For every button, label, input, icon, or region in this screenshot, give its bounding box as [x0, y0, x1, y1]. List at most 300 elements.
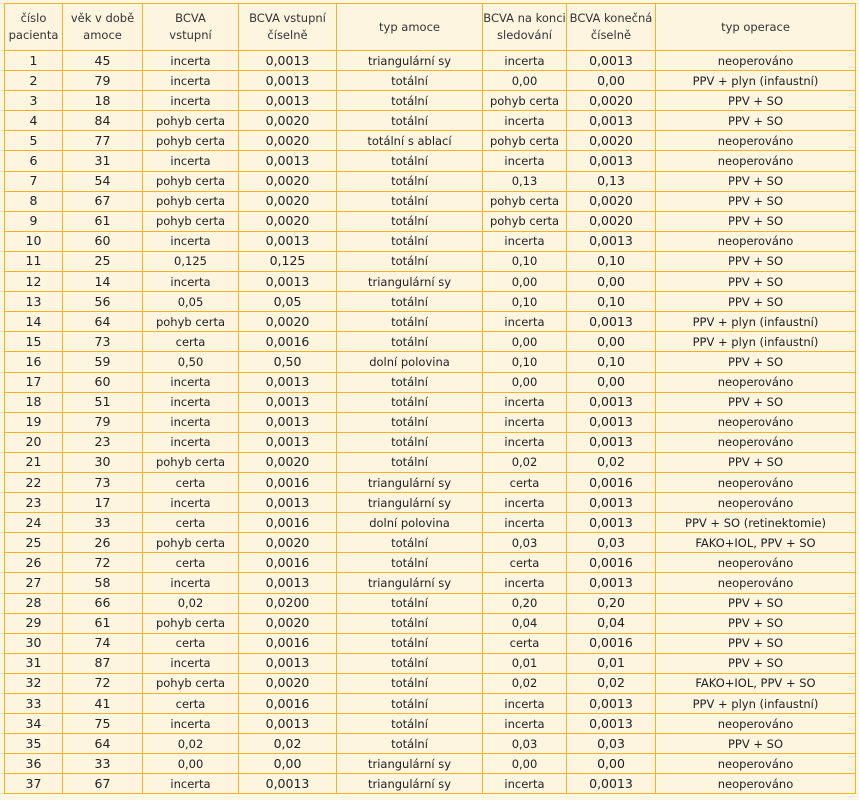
cell-patient-number: 21	[5, 452, 63, 472]
cell-bcva-final: pohyb certa	[483, 211, 567, 231]
table-row	[5, 332, 856, 352]
cell-age: 72	[63, 673, 143, 693]
cell-bcva-initial: pohyb certa	[143, 111, 239, 131]
cell-bcva-final-numeric: 0,0013	[567, 714, 656, 734]
cell-detachment-type: totální	[337, 633, 483, 653]
cell-bcva-initial-numeric: 0,02	[239, 734, 337, 754]
table-row	[5, 633, 856, 653]
cell-bcva-final: 0,02	[483, 452, 567, 472]
cell-detachment-type: totální	[337, 553, 483, 573]
cell-bcva-final-numeric: 0,03	[567, 533, 656, 553]
cell-detachment-type: totální	[337, 211, 483, 231]
cell-surgery-type: PPV + plyn (infaustní)	[656, 312, 856, 332]
cell-patient-number: 25	[5, 533, 63, 553]
cell-detachment-type: totální	[337, 432, 483, 452]
table-row	[5, 553, 856, 573]
cell-bcva-final-numeric: 0,20	[567, 593, 656, 613]
cell-age: 30	[63, 452, 143, 472]
header-bcva-final-line: BCVA na konci	[483, 11, 566, 25]
cell-age: 64	[63, 734, 143, 754]
cell-bcva-initial-numeric: 0,0013	[239, 774, 337, 794]
cell-age: 74	[63, 633, 143, 653]
cell-bcva-final-numeric: 0,0013	[567, 493, 656, 513]
cell-bcva-final: incerta	[483, 412, 567, 432]
cell-age: 79	[63, 412, 143, 432]
cell-bcva-final-numeric: 0,0013	[567, 573, 656, 593]
table-row	[5, 653, 856, 673]
cell-bcva-initial-numeric: 0,0013	[239, 51, 337, 71]
cell-bcva-initial: incerta	[143, 432, 239, 452]
cell-patient-number: 37	[5, 774, 63, 794]
table-row	[5, 593, 856, 613]
cell-detachment-type: triangulární sy	[337, 774, 483, 794]
cell-bcva-final: 0,20	[483, 593, 567, 613]
cell-age: 14	[63, 272, 143, 292]
cell-bcva-final: pohyb certa	[483, 131, 567, 151]
header-age-line: amoce	[83, 28, 122, 42]
cell-bcva-initial: incerta	[143, 653, 239, 673]
table-row	[5, 452, 856, 472]
cell-surgery-type: neoperováno	[656, 573, 856, 593]
cell-patient-number: 27	[5, 573, 63, 593]
cell-patient-number: 24	[5, 513, 63, 533]
cell-patient-number: 8	[5, 191, 63, 211]
header-bcva-initial-numeric-line: číselně	[267, 28, 308, 42]
cell-detachment-type: totální	[337, 593, 483, 613]
cell-patient-number: 32	[5, 673, 63, 693]
cell-bcva-initial-numeric: 0,0013	[239, 91, 337, 111]
cell-bcva-initial: certa	[143, 513, 239, 533]
cell-bcva-initial: 0,00	[143, 754, 239, 774]
cell-bcva-initial: 0,02	[143, 593, 239, 613]
cell-patient-number: 34	[5, 714, 63, 734]
cell-bcva-initial-numeric: 0,0020	[239, 211, 337, 231]
cell-bcva-final: pohyb certa	[483, 91, 567, 111]
cell-detachment-type: totální	[337, 734, 483, 754]
table-row	[5, 171, 856, 191]
cell-bcva-final-numeric: 0,0013	[567, 111, 656, 131]
cell-detachment-type: triangulární sy	[337, 573, 483, 593]
cell-age: 56	[63, 292, 143, 312]
header-bcva-initial-numeric	[239, 4, 337, 51]
cell-age: 67	[63, 191, 143, 211]
cell-bcva-initial: incerta	[143, 412, 239, 432]
cell-bcva-initial-numeric: 0,0013	[239, 71, 337, 91]
cell-bcva-final-numeric: 0,0013	[567, 412, 656, 432]
cell-bcva-final: certa	[483, 633, 567, 653]
table-row	[5, 774, 856, 794]
cell-surgery-type: neoperováno	[656, 754, 856, 774]
cell-surgery-type: PPV + plyn (infaustní)	[656, 694, 856, 714]
cell-bcva-initial: pohyb certa	[143, 211, 239, 231]
cell-bcva-initial: incerta	[143, 714, 239, 734]
cell-detachment-type: totální	[337, 412, 483, 432]
table-row	[5, 51, 856, 71]
cell-detachment-type: triangulární sy	[337, 754, 483, 774]
cell-bcva-final: 0,00	[483, 754, 567, 774]
cell-bcva-initial-numeric: 0,0016	[239, 694, 337, 714]
cell-surgery-type: neoperováno	[656, 432, 856, 452]
cell-bcva-final-numeric: 0,10	[567, 251, 656, 271]
cell-bcva-final: 0,03	[483, 533, 567, 553]
cell-bcva-initial: pohyb certa	[143, 673, 239, 693]
cell-bcva-final-numeric: 0,13	[567, 171, 656, 191]
header-surgery-type	[656, 4, 856, 51]
cell-bcva-final: 0,00	[483, 272, 567, 292]
cell-patient-number: 9	[5, 211, 63, 231]
cell-age: 84	[63, 111, 143, 131]
cell-detachment-type: totální	[337, 653, 483, 673]
cell-patient-number: 13	[5, 292, 63, 312]
cell-patient-number: 15	[5, 332, 63, 352]
cell-bcva-final: 0,10	[483, 292, 567, 312]
cell-age: 60	[63, 372, 143, 392]
cell-surgery-type: PPV + SO	[656, 593, 856, 613]
cell-bcva-initial-numeric: 0,00	[239, 754, 337, 774]
cell-bcva-final-numeric: 0,10	[567, 292, 656, 312]
header-age-line: věk v době	[70, 11, 135, 25]
cell-detachment-type: totální	[337, 673, 483, 693]
cell-bcva-initial: pohyb certa	[143, 131, 239, 151]
cell-bcva-final-numeric: 0,0013	[567, 513, 656, 533]
header-bcva-initial-line: vstupní	[169, 28, 212, 42]
cell-surgery-type: neoperováno	[656, 372, 856, 392]
header-patient-number	[5, 4, 63, 51]
cell-bcva-final-numeric: 0,00	[567, 332, 656, 352]
cell-bcva-final-numeric: 0,0020	[567, 131, 656, 151]
cell-patient-number: 6	[5, 151, 63, 171]
cell-detachment-type: dolní polovina	[337, 513, 483, 533]
cell-bcva-initial-numeric: 0,0200	[239, 593, 337, 613]
cell-bcva-final-numeric: 0,0013	[567, 774, 656, 794]
cell-age: 72	[63, 553, 143, 573]
cell-bcva-final: 0,10	[483, 251, 567, 271]
cell-bcva-initial: 0,125	[143, 251, 239, 271]
cell-bcva-final: incerta	[483, 493, 567, 513]
cell-bcva-initial-numeric: 0,0016	[239, 513, 337, 533]
cell-bcva-final-numeric: 0,0013	[567, 312, 656, 332]
cell-bcva-initial-numeric: 0,0013	[239, 231, 337, 251]
cell-surgery-type: neoperováno	[656, 412, 856, 432]
cell-detachment-type: totální	[337, 231, 483, 251]
cell-surgery-type: PPV + SO	[656, 633, 856, 653]
cell-surgery-type: neoperováno	[656, 774, 856, 794]
cell-bcva-initial-numeric: 0,0020	[239, 452, 337, 472]
cell-age: 45	[63, 51, 143, 71]
cell-bcva-initial-numeric: 0,0013	[239, 493, 337, 513]
cell-age: 66	[63, 593, 143, 613]
cell-age: 59	[63, 352, 143, 372]
cell-detachment-type: totální	[337, 91, 483, 111]
table-row	[5, 694, 856, 714]
table-row	[5, 493, 856, 513]
cell-bcva-initial-numeric: 0,0013	[239, 372, 337, 392]
table-row	[5, 151, 856, 171]
cell-patient-number: 1	[5, 51, 63, 71]
cell-detachment-type: triangulární sy	[337, 472, 483, 492]
cell-bcva-final: pohyb certa	[483, 191, 567, 211]
cell-patient-number: 23	[5, 493, 63, 513]
cell-patient-number: 17	[5, 372, 63, 392]
cell-detachment-type: totální	[337, 71, 483, 91]
cell-detachment-type: totální	[337, 392, 483, 412]
cell-surgery-type: PPV + SO (retinektomie)	[656, 513, 856, 533]
cell-surgery-type: PPV + SO	[656, 171, 856, 191]
cell-detachment-type: totální	[337, 694, 483, 714]
cell-surgery-type: neoperováno	[656, 553, 856, 573]
cell-bcva-initial: pohyb certa	[143, 533, 239, 553]
cell-surgery-type: PPV + plyn (infaustní)	[656, 332, 856, 352]
cell-bcva-final-numeric: 0,00	[567, 71, 656, 91]
cell-bcva-final-numeric: 0,0013	[567, 432, 656, 452]
cell-bcva-initial: incerta	[143, 573, 239, 593]
cell-patient-number: 12	[5, 272, 63, 292]
cell-patient-number: 14	[5, 312, 63, 332]
cell-bcva-final: 0,13	[483, 171, 567, 191]
cell-detachment-type: totální	[337, 613, 483, 633]
cell-surgery-type: PPV + SO	[656, 272, 856, 292]
cell-bcva-final: incerta	[483, 432, 567, 452]
cell-surgery-type: PPV + SO	[656, 452, 856, 472]
cell-bcva-final: incerta	[483, 312, 567, 332]
cell-patient-number: 10	[5, 231, 63, 251]
cell-surgery-type: neoperováno	[656, 151, 856, 171]
cell-bcva-initial-numeric: 0,50	[239, 352, 337, 372]
cell-bcva-initial-numeric: 0,0020	[239, 613, 337, 633]
cell-bcva-final-numeric: 0,01	[567, 653, 656, 673]
cell-bcva-final: 0,01	[483, 653, 567, 673]
cell-patient-number: 4	[5, 111, 63, 131]
cell-detachment-type: dolní polovina	[337, 352, 483, 372]
cell-bcva-final: incerta	[483, 513, 567, 533]
cell-surgery-type: PPV + SO	[656, 292, 856, 312]
cell-bcva-final-numeric: 0,0013	[567, 392, 656, 412]
cell-patient-number: 35	[5, 734, 63, 754]
table-row	[5, 272, 856, 292]
cell-bcva-initial: incerta	[143, 493, 239, 513]
cell-bcva-final: incerta	[483, 392, 567, 412]
cell-surgery-type: PPV + SO	[656, 613, 856, 633]
cell-age: 23	[63, 432, 143, 452]
header-bcva-final-line: sledování	[497, 28, 552, 42]
cell-detachment-type: totální	[337, 251, 483, 271]
cell-bcva-initial-numeric: 0,0013	[239, 272, 337, 292]
cell-bcva-initial: incerta	[143, 231, 239, 251]
table-row	[5, 131, 856, 151]
cell-bcva-initial-numeric: 0,0020	[239, 673, 337, 693]
cell-detachment-type: totální	[337, 151, 483, 171]
cell-surgery-type: neoperováno	[656, 131, 856, 151]
cell-bcva-final-numeric: 0,00	[567, 372, 656, 392]
table-row	[5, 312, 856, 332]
header-patient-number-line: pacienta	[8, 28, 59, 42]
cell-age: 87	[63, 653, 143, 673]
cell-detachment-type: totální	[337, 292, 483, 312]
cell-patient-number: 3	[5, 91, 63, 111]
cell-patient-number: 28	[5, 593, 63, 613]
cell-patient-number: 11	[5, 251, 63, 271]
cell-patient-number: 22	[5, 472, 63, 492]
cell-patient-number: 29	[5, 613, 63, 633]
cell-bcva-final: incerta	[483, 51, 567, 71]
cell-bcva-initial: 0,50	[143, 352, 239, 372]
table-row	[5, 71, 856, 91]
cell-bcva-initial-numeric: 0,0016	[239, 332, 337, 352]
table-body	[5, 51, 856, 794]
cell-surgery-type: FAKO+IOL, PPV + SO	[656, 673, 856, 693]
header-bcva-final-numeric-line: číselně	[590, 28, 632, 42]
cell-bcva-initial-numeric: 0,0016	[239, 633, 337, 653]
table-row	[5, 472, 856, 492]
table-row	[5, 734, 856, 754]
cell-age: 79	[63, 71, 143, 91]
cell-detachment-type: totální	[337, 714, 483, 734]
cell-bcva-initial: certa	[143, 694, 239, 714]
cell-bcva-final: incerta	[483, 714, 567, 734]
cell-bcva-final: 0,02	[483, 673, 567, 693]
cell-age: 41	[63, 694, 143, 714]
cell-detachment-type: totální	[337, 111, 483, 131]
cell-bcva-initial-numeric: 0,05	[239, 292, 337, 312]
cell-bcva-initial-numeric: 0,0020	[239, 111, 337, 131]
cell-bcva-initial: certa	[143, 553, 239, 573]
cell-surgery-type: FAKO+IOL, PPV + SO	[656, 533, 856, 553]
cell-bcva-initial-numeric: 0,0016	[239, 553, 337, 573]
header-patient-number-line: číslo	[20, 11, 47, 25]
cell-bcva-initial: incerta	[143, 392, 239, 412]
header-bcva-initial-numeric-line: BCVA vstupní	[249, 11, 326, 25]
cell-bcva-initial: pohyb certa	[143, 171, 239, 191]
cell-bcva-initial-numeric: 0,0020	[239, 312, 337, 332]
cell-bcva-initial: certa	[143, 633, 239, 653]
cell-bcva-final-numeric: 0,0013	[567, 51, 656, 71]
cell-age: 61	[63, 613, 143, 633]
cell-bcva-final: 0,00	[483, 71, 567, 91]
header-bcva-final-numeric	[567, 4, 656, 51]
cell-bcva-initial: incerta	[143, 774, 239, 794]
cell-age: 33	[63, 513, 143, 533]
cell-age: 61	[63, 211, 143, 231]
cell-bcva-final-numeric: 0,02	[567, 673, 656, 693]
header-row	[5, 4, 856, 51]
cell-surgery-type: PPV + SO	[656, 211, 856, 231]
header-bcva-initial-line: BCVA	[175, 11, 206, 25]
cell-age: 33	[63, 754, 143, 774]
cell-bcva-initial: pohyb certa	[143, 613, 239, 633]
table-row	[5, 91, 856, 111]
cell-age: 51	[63, 392, 143, 412]
cell-detachment-type: totální	[337, 332, 483, 352]
cell-bcva-final: certa	[483, 472, 567, 492]
cell-age: 77	[63, 131, 143, 151]
cell-bcva-initial: pohyb certa	[143, 191, 239, 211]
cell-surgery-type: neoperováno	[656, 714, 856, 734]
cell-bcva-initial-numeric: 0,0020	[239, 131, 337, 151]
cell-patient-number: 5	[5, 131, 63, 151]
cell-bcva-initial: certa	[143, 332, 239, 352]
cell-surgery-type: PPV + SO	[656, 352, 856, 372]
cell-bcva-final: incerta	[483, 694, 567, 714]
cell-surgery-type: PPV + plyn (infaustní)	[656, 71, 856, 91]
cell-patient-number: 31	[5, 653, 63, 673]
cell-bcva-final-numeric: 0,0020	[567, 211, 656, 231]
cell-surgery-type: PPV + SO	[656, 734, 856, 754]
cell-bcva-final: 0,03	[483, 734, 567, 754]
cell-age: 60	[63, 231, 143, 251]
cell-patient-number: 30	[5, 633, 63, 653]
cell-surgery-type: PPV + SO	[656, 91, 856, 111]
table-row	[5, 231, 856, 251]
cell-patient-number: 36	[5, 754, 63, 774]
cell-patient-number: 33	[5, 694, 63, 714]
cell-bcva-final-numeric: 0,0016	[567, 633, 656, 653]
cell-detachment-type: triangulární sy	[337, 272, 483, 292]
table-row	[5, 533, 856, 553]
cell-bcva-final: 0,00	[483, 372, 567, 392]
header-bcva-final	[483, 4, 567, 51]
cell-bcva-final-numeric: 0,0013	[567, 151, 656, 171]
cell-age: 54	[63, 171, 143, 191]
cell-bcva-final: 0,04	[483, 613, 567, 633]
header-age	[63, 4, 143, 51]
table-row	[5, 432, 856, 452]
patient-table-container	[4, 3, 855, 794]
header-bcva-initial	[143, 4, 239, 51]
cell-surgery-type: neoperováno	[656, 493, 856, 513]
cell-bcva-initial: pohyb certa	[143, 312, 239, 332]
cell-detachment-type: totální	[337, 452, 483, 472]
cell-bcva-final-numeric: 0,10	[567, 352, 656, 372]
cell-bcva-initial: incerta	[143, 151, 239, 171]
cell-age: 31	[63, 151, 143, 171]
cell-surgery-type: PPV + SO	[656, 111, 856, 131]
header-detachment-type-line: typ amoce	[379, 19, 440, 34]
header-detachment-type	[337, 4, 483, 51]
table-row	[5, 372, 856, 392]
table-row	[5, 412, 856, 432]
table-row	[5, 111, 856, 131]
table-row	[5, 573, 856, 593]
cell-bcva-final: incerta	[483, 151, 567, 171]
cell-bcva-final: incerta	[483, 774, 567, 794]
cell-age: 17	[63, 493, 143, 513]
cell-detachment-type: totální	[337, 372, 483, 392]
cell-bcva-final-numeric: 0,03	[567, 734, 656, 754]
cell-bcva-final-numeric: 0,0016	[567, 553, 656, 573]
cell-bcva-initial-numeric: 0,0013	[239, 412, 337, 432]
cell-patient-number: 18	[5, 392, 63, 412]
cell-bcva-initial-numeric: 0,125	[239, 251, 337, 271]
cell-age: 58	[63, 573, 143, 593]
cell-detachment-type: totální	[337, 171, 483, 191]
cell-patient-number: 2	[5, 71, 63, 91]
cell-age: 26	[63, 533, 143, 553]
cell-bcva-initial-numeric: 0,0013	[239, 151, 337, 171]
cell-bcva-final: 0,10	[483, 352, 567, 372]
cell-surgery-type: PPV + SO	[656, 653, 856, 673]
cell-bcva-initial-numeric: 0,0013	[239, 653, 337, 673]
table-row	[5, 513, 856, 533]
cell-bcva-final: incerta	[483, 111, 567, 131]
cell-bcva-initial: 0,02	[143, 734, 239, 754]
cell-bcva-initial: certa	[143, 472, 239, 492]
cell-bcva-initial-numeric: 0,0013	[239, 714, 337, 734]
cell-bcva-initial: incerta	[143, 51, 239, 71]
cell-bcva-final-numeric: 0,0013	[567, 231, 656, 251]
cell-detachment-type: totální s ablací	[337, 131, 483, 151]
cell-surgery-type: PPV + SO	[656, 392, 856, 412]
table-row	[5, 191, 856, 211]
